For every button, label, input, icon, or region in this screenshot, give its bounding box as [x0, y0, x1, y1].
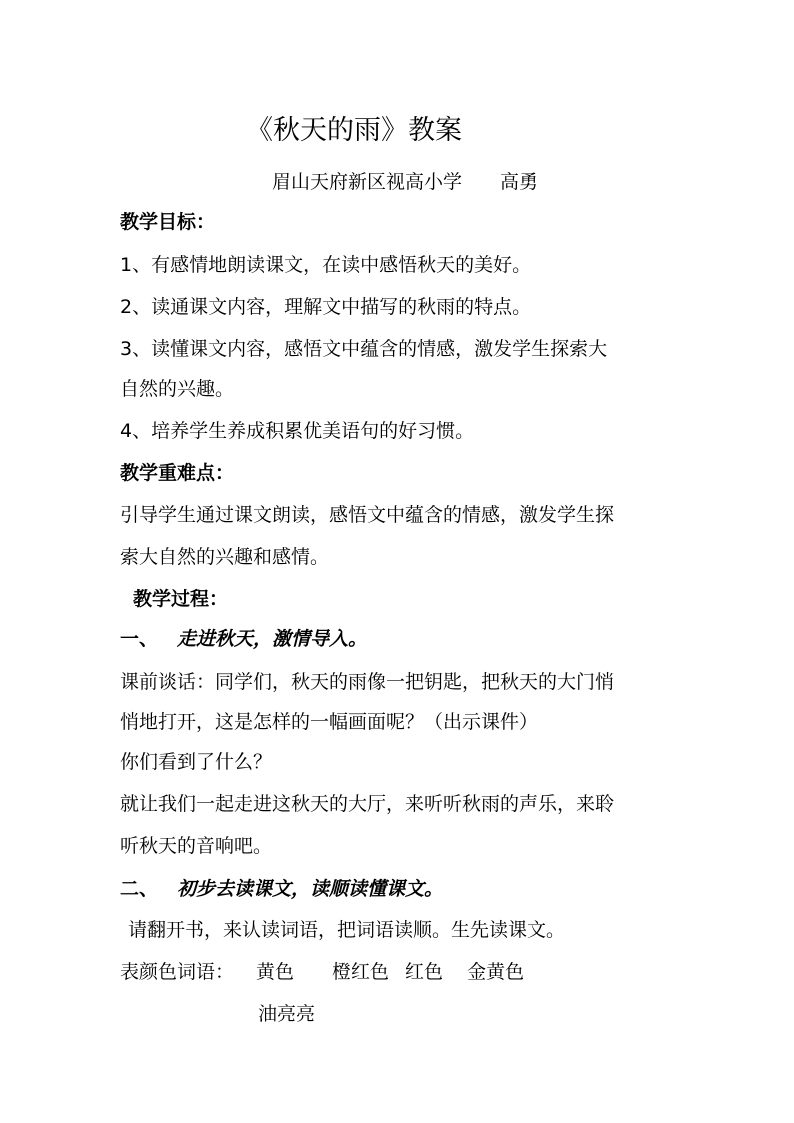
- color-word: 黄色: [256, 961, 295, 983]
- objective-item: 3、读懂课文内容，感悟文中蕴含的情感，激发学生探索大: [120, 338, 608, 360]
- section-1-title: 走进秋天，激情导入。: [177, 628, 368, 650]
- section-1-number: 一、: [120, 628, 159, 650]
- section-1-text: 课前谈话：同学们，秋天的雨像一把钥匙，把秋天的大门悄: [120, 671, 615, 693]
- color-word: 橙红色: [332, 961, 390, 983]
- key-points-text: 引导学生通过课文朗读，感悟文中蕴含的情感，激发学生探: [120, 504, 615, 526]
- objectives-heading: 教学目标：: [120, 211, 216, 233]
- color-word: 红色: [405, 961, 444, 983]
- objective-item: 4、培养学生养成积累优美语句的好习惯。: [120, 420, 475, 442]
- section-1-text: 你们看到了什么？: [120, 751, 273, 773]
- color-words-line: [120, 960, 524, 984]
- key-points-heading: 教学重难点：: [120, 462, 235, 484]
- objective-item: 自然的兴趣。: [120, 378, 235, 400]
- key-points-text: 索大自然的兴趣和感情。: [120, 546, 330, 568]
- objective-item: 1、有感情地朗读课文，在读中感悟秋天的美好。: [120, 254, 532, 276]
- document-title: 《秋天的雨》教案: [246, 115, 462, 146]
- section-2-number: 二、: [120, 878, 159, 900]
- section-2-text: 请翻开书，来认读词语，把词语读顺。生先读课文。: [128, 919, 566, 941]
- color-words-label: 表颜色词语：: [120, 961, 235, 983]
- objective-item: 2、读通课文内容，理解文中描写的秋雨的特点。: [120, 296, 532, 318]
- section-1-text: 悄地打开，这是怎样的一幅画面呢？（出示课件）: [120, 711, 539, 733]
- process-heading: 教学过程：: [133, 588, 229, 610]
- section-1-text: 听秋天的音响吧。: [120, 835, 273, 857]
- section-1-heading: [120, 627, 367, 651]
- color-word: 金黄色: [467, 961, 525, 983]
- author-line: [272, 170, 538, 194]
- section-1-text: 就让我们一起走进这秋天的大厅，来听听秋雨的声乐，来聆: [120, 793, 615, 815]
- author-school: 眉山天府新区视高小学: [272, 171, 463, 193]
- color-word-extra: 油亮亮: [258, 1003, 316, 1025]
- author-name: 高勇: [500, 171, 539, 193]
- section-2-heading: [120, 877, 443, 901]
- section-2-title: 初步去读课文，读顺读懂课文。: [177, 878, 444, 900]
